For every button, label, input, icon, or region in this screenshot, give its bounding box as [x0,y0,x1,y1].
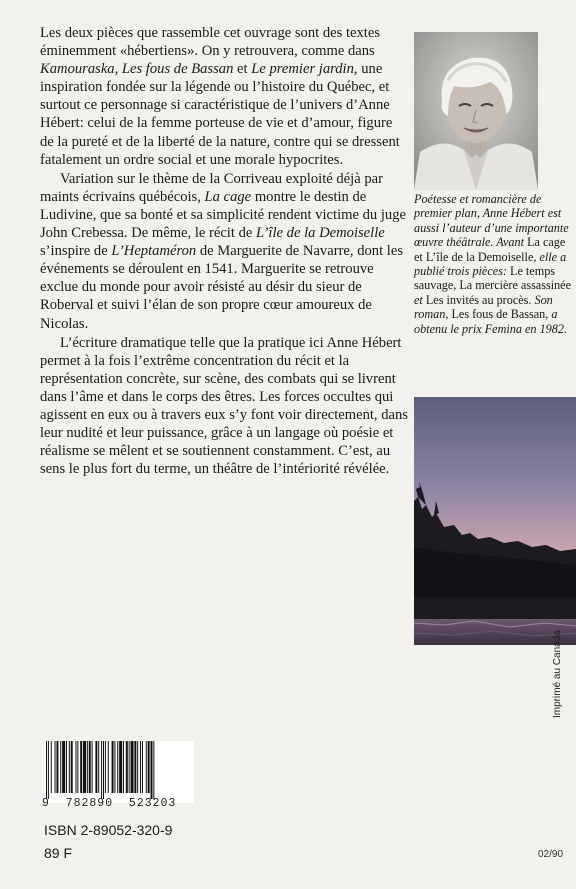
text: L’écriture dramatique telle que la pratique ici Anne Hébert permet à la fois l’extrême concentration du récit et la représentation concrète, sur scène, des combats qui se livrent dans l’âme et dans le corps des êtres. Les forces occultes qui agissent en eux ou à travers eux s’y font voir directement, dans leur nudité et leur puissance, grâce à un langage où poésie et réalisme se mêlent et se soutiennent constamment. C’est, au sens le plus fort du terme, un théâtre de l’intériorité révélée. [40,334,408,478]
barcode-bar [48,741,49,799]
barcode-bar [89,741,91,793]
italic-text: Son roman, [414,292,553,322]
barcode-bar [108,741,109,793]
barcode-bar [75,741,76,793]
lake-photo [414,397,576,645]
barcode-bar [51,741,52,793]
barcode-bar [46,741,47,799]
text: Les deux pièces que rassemble cet ouvrage sont des textes éminemment «hébertiens». On y retrouvera, comme dans [40,25,380,60]
barcode-bar [129,741,130,793]
paragraph [40,24,408,169]
text: Le temps sauvage, La mercière assassinée [414,264,572,293]
italic-text: a obtenu le prix Femina en 1982. [414,307,567,336]
print-code: 02/90 [538,849,564,860]
paragraph [40,334,408,479]
text: La cage et L’île de la Demoiselle, [414,235,566,264]
photo-caption [414,192,574,336]
barcode-bar [119,741,122,793]
barcode-bar [112,741,114,793]
barcode-bar [98,741,99,793]
caption-text [414,192,574,336]
author-photo [414,32,538,190]
barcode-bar [146,741,147,793]
barcode-bar [131,741,134,793]
barcode-digits: 9 782890 523203 [42,797,177,810]
barcode-bar [71,741,73,793]
barcode-bar [77,741,78,793]
barcode-bar [56,741,58,793]
barcode-bar [55,741,56,793]
barcode-bar [95,741,97,793]
italic-text: Les fous de Bassan [121,61,234,78]
isbn: ISBN 2-89052-320-9 [44,822,173,838]
barcode [44,741,194,803]
barcode-bar [153,741,154,799]
barcode-bar [137,741,138,793]
barcode-bar [126,741,128,793]
barcode-bar [148,741,150,793]
barcode-bar [92,741,93,793]
back-cover-text [40,24,408,478]
italic-text: Le premier jardin [251,61,354,78]
price: 89 F [44,845,73,861]
italic-text: La cage [204,188,252,205]
barcode-bar [140,741,141,793]
italic-text: Kamouraska [40,61,115,78]
text: montre le destin de Ludivine, que sa bonté et sa simplicité rendent victime du juge John Crebessa. De même, le récit de [40,188,406,242]
italic-text: et [414,292,423,307]
barcode-bar [60,741,61,793]
text: Les fous de Bassan, [448,307,552,322]
text: , une inspiration fondée sur la légende ou l’histoire du Québec, et surtout ce personnage si caractéristique de l’univers d’Anne Hébert: celui de la femme porteuse de vie et d’amour, figure de la pureté et de la liberté de la nature, contre qui se dressent fatalement un ordre social et une morale hypocrites. [40,61,400,168]
barcode-bar [87,741,88,793]
barcode-bar [66,741,67,793]
barcode-bar [69,741,70,793]
barcode-bar [83,741,86,793]
barcode-bar [80,741,82,793]
barcode-bar [151,741,153,799]
italic-text: Poétesse et romancière de premier plan, Anne Hébert est aussi l’auteur d’une importante œuvre théâtrale. Avant [414,192,569,250]
text: et [233,61,252,78]
barcode-bar [117,741,118,793]
text: de Marguerite de Navarre, dont les événements se déroulent en 1541. Marguerite se retrouve exclue du monde pour avoir résisté au désir du sieur de Roberval et suivi l’élan de son propre cœur amoureux de Nicolas. [40,243,404,332]
barcode-bar [134,741,136,793]
text: Variation sur le thème de la Corriveau exploité déjà par maints écrivains québécois, [40,170,383,205]
barcode-bar [123,741,124,793]
barcode-bar [142,741,143,793]
barcode-bar [114,741,115,793]
printed-in-canada: Imprimé au Canada [552,630,563,718]
text: , [114,61,122,78]
italic-text: elle a publié trois pièces: [414,249,567,279]
barcode-bar [103,741,104,799]
italic-text: L’Heptaméron [111,243,197,260]
paragraph [40,170,408,333]
text: s’inspire de [40,243,112,260]
barcode-bar [101,741,102,799]
text: Les invités au procès. [422,292,535,307]
barcode-bar [105,741,106,793]
italic-text: L’île de la Demoiselle [256,225,385,242]
barcode-bar [62,741,65,793]
